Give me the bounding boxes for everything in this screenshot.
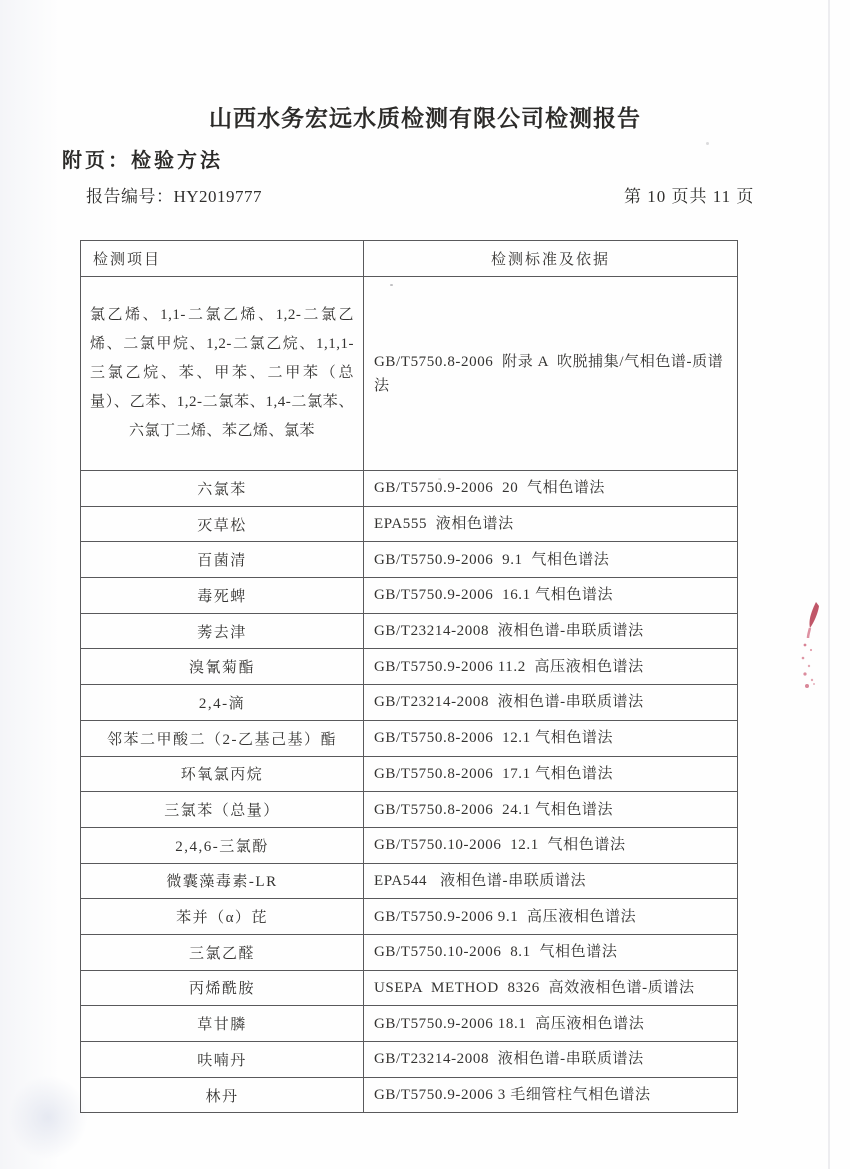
table-header-row [81,241,738,277]
item-cell: 灭草松 [81,506,364,542]
table-row [81,1077,738,1113]
scan-line-artifact [828,0,830,1169]
method-cell: GB/T5750.9-2006 18.1 高压液相色谱法 [364,1006,738,1042]
item-cell: 三氯乙醛 [81,934,364,970]
table-row [81,471,738,507]
scan-smudge-artifact [8,1075,88,1160]
column-header-item: 检测项目 [81,241,364,277]
table-row [81,863,738,899]
method-cell: GB/T5750.8-2006 12.1 气相色谱法 [364,720,738,756]
item-cell: 环氧氯丙烷 [81,756,364,792]
method-cell: GB/T5750.9-2006 3 毛细管柱气相色谱法 [364,1077,738,1113]
item-cell: 2,4-滴 [81,685,364,721]
method-cell: GB/T5750.8-2006 17.1 气相色谱法 [364,756,738,792]
page-number-info: 第 10 页共 11 页 [624,187,755,206]
table-row [81,506,738,542]
method-cell: GB/T5750.8-2006 附录 A 吹脱捕集/气相色谱-质谱法 [364,277,738,471]
item-cell: 2,4,6-三氯酚 [81,827,364,863]
method-cell: GB/T5750.10-2006 12.1 气相色谱法 [364,827,738,863]
method-cell: GB/T5750.9-2006 11.2 高压液相色谱法 [364,649,738,685]
item-cell: 林丹 [81,1077,364,1113]
method-cell: GB/T23214-2008 液相色谱-串联质谱法 [364,613,738,649]
method-cell: GB/T5750.9-2006 20 气相色谱法 [364,471,738,507]
table-row [81,613,738,649]
table-row [81,578,738,614]
method-cell: GB/T5750.9-2006 9.1 气相色谱法 [364,542,738,578]
item-cell: 六氯苯 [81,471,364,507]
test-methods-table [80,240,738,1113]
table-row [81,277,738,471]
item-cell: 氯乙烯、1,1-二氯乙烯、1,2-二氯乙烯、二氯甲烷、1,2-二氯乙烷、1,1,1-三氯乙烷、苯、甲苯、二甲苯（总量）、乙苯、1,2-二氯苯、1,4-二氯苯、六氯丁二烯、苯乙烯、氯苯 [81,277,364,471]
page-subtitle: 附页：检验方法 [62,150,223,172]
method-cell: EPA544 液相色谱-串联质谱法 [364,863,738,899]
method-cell: EPA555 液相色谱法 [364,506,738,542]
item-cell: 三氯苯（总量） [81,792,364,828]
column-header-method: 检测标准及依据 [364,241,738,277]
method-cell: USEPA METHOD 8326 高效液相色谱-质谱法 [364,970,738,1006]
page-title: 山西水务宏远水质检测有限公司检测报告 [209,106,641,131]
item-cell: 草甘膦 [81,1006,364,1042]
table-row [81,756,738,792]
item-cell: 邻苯二甲酸二（2-乙基己基）酯 [81,720,364,756]
table-row [81,1006,738,1042]
table-row [81,899,738,935]
method-cell: GB/T23214-2008 液相色谱-串联质谱法 [364,1042,738,1078]
table-row [81,542,738,578]
item-cell: 莠去津 [81,613,364,649]
table-row [81,827,738,863]
table-row [81,792,738,828]
table-row [81,970,738,1006]
item-cell: 溴氰菊酯 [81,649,364,685]
table-row [81,934,738,970]
method-cell: GB/T5750.10-2006 8.1 气相色谱法 [364,934,738,970]
method-cell: GB/T5750.8-2006 24.1 气相色谱法 [364,792,738,828]
item-cell: 苯并（α）芘 [81,899,364,935]
table-row [81,649,738,685]
item-cell: 百菌清 [81,542,364,578]
red-ink-mark-artifact [795,588,840,703]
item-cell: 丙烯酰胺 [81,970,364,1006]
scan-edge-shade [0,0,60,1169]
table-row [81,1042,738,1078]
table-row [81,720,738,756]
item-cell: 呋喃丹 [81,1042,364,1078]
scan-speck [706,142,709,145]
item-cell: 毒死蜱 [81,578,364,614]
method-cell: GB/T5750.9-2006 9.1 高压液相色谱法 [364,899,738,935]
method-cell: GB/T23214-2008 液相色谱-串联质谱法 [364,685,738,721]
item-cell: 微囊藻毒素-LR [81,863,364,899]
table-row [81,685,738,721]
report-number: 报告编号：HY2019777 [86,187,263,206]
method-cell: GB/T5750.9-2006 16.1 气相色谱法 [364,578,738,614]
